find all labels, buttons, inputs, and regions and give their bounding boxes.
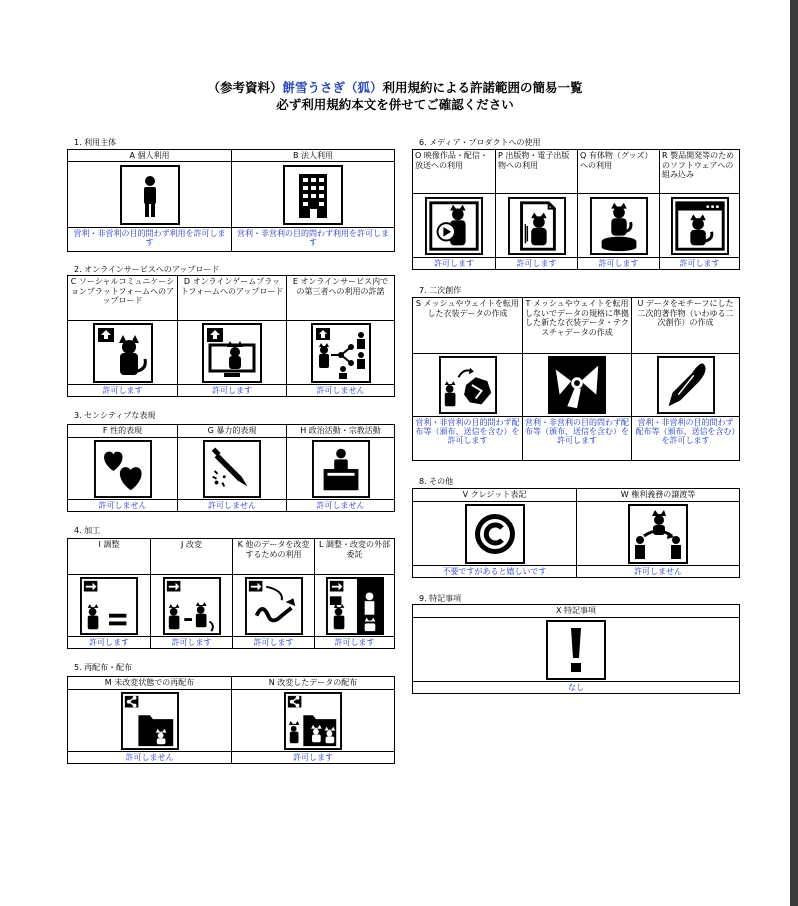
item-header: B 法人利用 (232, 150, 394, 162)
item-i (68, 539, 150, 648)
section-7-table (412, 297, 740, 461)
item-footer: 許可します (315, 636, 394, 648)
item-footer: 許可します (151, 636, 232, 648)
section-6-label: 6. メディア・プロダクトへの使用 (419, 138, 541, 147)
item-footer: 営利・非営利の目的問わず利用を許可します (232, 227, 394, 251)
item-footer: 許可します (413, 257, 495, 269)
item-header: V クレジット表記 (413, 489, 576, 502)
hearts-icon (94, 440, 152, 498)
item-header: Q 有体物（グッズ）への利用 (578, 150, 659, 194)
item-footer: 許可します (232, 751, 394, 763)
upload-monitor-icon (202, 323, 262, 383)
item-header: E オンラインサービス内での第三者への利用の許諾 (287, 276, 394, 321)
item-footer: 許可します (233, 636, 314, 648)
section-7-label: 7. 二次創作 (419, 286, 462, 295)
podium-icon (312, 440, 370, 498)
section-4-label: 4. 加工 (74, 526, 101, 535)
item-a (68, 150, 231, 251)
section-4-table (67, 538, 395, 649)
title-highlight: 餅雪うさぎ（狐） (282, 80, 383, 95)
other-data-icon (245, 577, 303, 635)
transfer-icon (628, 504, 688, 564)
pen-icon (657, 356, 715, 414)
item-header: X 特記事項 (413, 605, 739, 618)
item-d (177, 276, 286, 396)
title-prefix: （参考資料） (207, 80, 283, 95)
item-header: F 性的表現 (68, 425, 177, 438)
share-people-icon (311, 323, 371, 383)
section-3-table (67, 424, 395, 512)
person-icon (120, 165, 180, 225)
item-u (631, 298, 739, 460)
share-modified-icon (284, 692, 342, 750)
item-header: M 未改変状態での再配布 (68, 677, 231, 690)
item-footer: 許可します (578, 257, 659, 269)
item-g (177, 425, 286, 511)
item-k (232, 539, 314, 648)
item-footer: 許可しません (178, 499, 286, 511)
item-footer: なし (413, 681, 739, 693)
section-2-table (67, 275, 395, 397)
item-j (150, 539, 232, 648)
item-footer: 許可しません (68, 751, 231, 763)
item-q (577, 150, 659, 269)
item-footer: 営利・非営利の目的問わず配布等（頒布、送信を含む）を許可します (523, 416, 631, 460)
item-s (413, 298, 522, 460)
video-icon (425, 197, 483, 255)
knife-icon (203, 440, 261, 498)
book-icon (508, 197, 566, 255)
item-footer: 営利・非営利の目的問わず利用を許可します (68, 227, 231, 251)
item-header: R 製品開発等のためのソフトウェアへの組み込み (660, 150, 739, 194)
item-footer: 不要ですがあると嬉しいです (413, 565, 576, 577)
building-icon (283, 165, 343, 225)
section-1-label: 1. 利用主体 (74, 138, 117, 147)
item-v (413, 489, 576, 577)
item-header: A 個人利用 (68, 150, 231, 162)
section-9-table (412, 604, 740, 694)
item-header: K 他のデータを改変するための利用 (233, 539, 314, 575)
item-footer: 営利・非営利の目的問わず配布等（頒布、送信を含む）を許可します (413, 416, 522, 460)
item-footer: 許可します (660, 257, 739, 269)
item-footer: 営利・非営利の目的問わず配布等（頒布、送信を含む）を許可します (632, 416, 739, 460)
item-c (68, 276, 177, 396)
item-o (413, 150, 495, 269)
item-header: C ソーシャルコミュニケーションプラットフォームへのアップロード (68, 276, 177, 321)
costume-icon (439, 356, 497, 414)
item-header: H 政治活動・宗教活動 (287, 425, 394, 438)
item-header: J 改変 (151, 539, 232, 575)
item-m (68, 677, 231, 763)
item-footer: 許可しません (577, 565, 739, 577)
copyright-icon (465, 504, 525, 564)
figure-icon (590, 197, 648, 255)
section-8-label: 8. その他 (419, 477, 454, 486)
viewer-scrollbar[interactable] (790, 0, 798, 906)
section-8-table (412, 488, 740, 578)
item-p (495, 150, 577, 269)
item-header: U データをモチーフにした二次的著作物（いわゆる二次創作）の作成 (632, 298, 739, 354)
item-n (231, 677, 394, 763)
modify-icon (163, 577, 221, 635)
item-b (231, 150, 394, 251)
page-title (0, 79, 790, 96)
adjust-icon (80, 577, 138, 635)
item-header: N 改変したデータの配布 (232, 677, 394, 690)
item-header: I 調整 (68, 539, 150, 575)
bow-icon (548, 356, 606, 414)
item-t (522, 298, 631, 460)
item-footer: 許可します (178, 384, 286, 396)
section-1-table (67, 149, 395, 252)
item-header: L 調整・改変の外部委託 (315, 539, 394, 575)
section-5-label: 5. 再配布・配布 (74, 663, 133, 672)
page-subtitle: 必ず利用規約本文を併せてご確認ください (276, 97, 514, 112)
item-r (659, 150, 739, 269)
item-header: S メッシュやウェイトを転用した衣装データの作成 (413, 298, 522, 354)
item-footer: 許可しません (287, 499, 394, 511)
item-x (413, 605, 739, 693)
share-folder-icon (121, 692, 179, 750)
item-h (286, 425, 394, 511)
section-2-label: 2. オンラインサービスへのアップロード (74, 265, 220, 274)
item-w (576, 489, 739, 577)
section-5-table (67, 676, 395, 764)
outsource-icon (326, 577, 384, 635)
exclamation-icon (546, 620, 606, 680)
title-suffix: 利用規約による許諾範囲の簡易一覧 (382, 80, 583, 95)
item-footer: 許可します (68, 636, 150, 648)
item-header: O 映像作品・配信・放送への利用 (413, 150, 495, 194)
item-footer: 許可します (496, 257, 577, 269)
item-footer: 許可しません (68, 499, 177, 511)
item-header: W 権利義務の譲渡等 (577, 489, 739, 502)
item-l (314, 539, 394, 648)
item-e (286, 276, 394, 396)
item-footer: 許可します (68, 384, 177, 396)
item-header: T メッシュやウェイトを転用しないでデータの規格に準拠した新たな衣装データ・テクスチャデータの作成 (523, 298, 631, 354)
software-icon (671, 197, 729, 255)
section-3-label: 3. センシティブな表現 (74, 411, 156, 420)
item-header: P 出版物・電子出版物への利用 (496, 150, 577, 194)
section-6-table (412, 149, 740, 270)
section-9-label: 9. 特記事項 (419, 594, 462, 603)
item-footer: 許可しません (287, 384, 394, 396)
upload-cat-icon (93, 323, 153, 383)
item-f (68, 425, 177, 511)
item-header: D オンラインゲームプラットフォームへのアップロード (178, 276, 286, 321)
item-header: G 暴力的表現 (178, 425, 286, 438)
